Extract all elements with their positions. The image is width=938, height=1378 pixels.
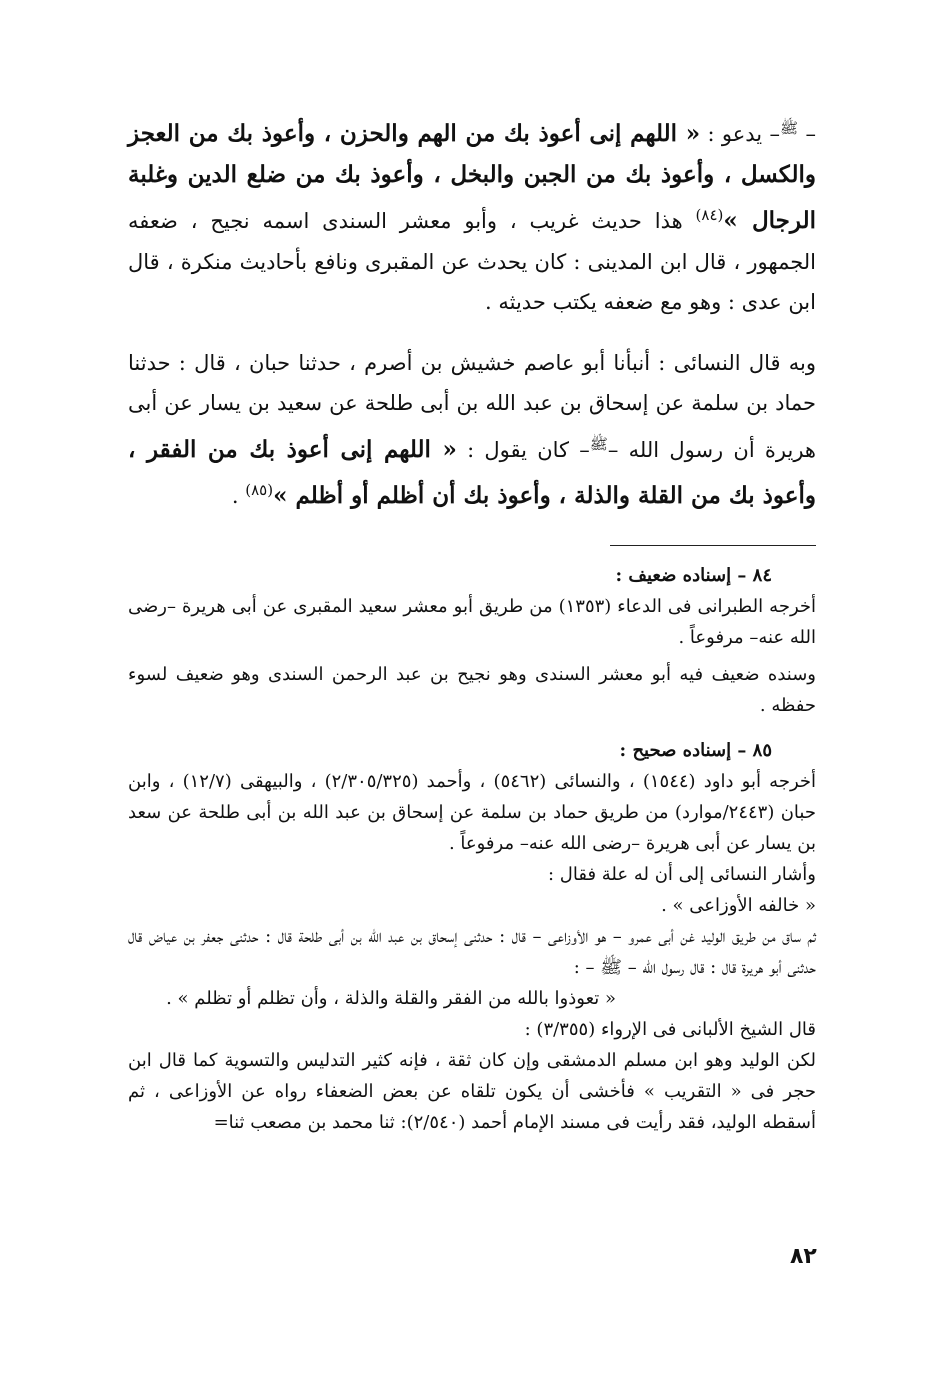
footnote-85-line: « تعوذوا بالله من الفقر والقلة والذلة ، وأن تظلم أو تظلم » . bbox=[166, 987, 616, 1009]
hadith-quote: « اللهم إنى أعوذ بك من الفقر ، وأعوذ بك من القلة والذلة ، وأعوذ بك أن أظلم أو أظلم » bbox=[128, 435, 816, 509]
page-number: ٨٢ bbox=[790, 1244, 817, 1269]
text-run: – يدعو : bbox=[700, 122, 780, 146]
page-body bbox=[128, 108, 816, 1138]
main-paragraph-1 bbox=[128, 108, 816, 323]
text-run: وبه قال النسائى : أنبأنا أبو عاصم خشيش بن أصرم ، حدثنا حبان ، قال : حدثنا حماد بن سلمة عن إسحاق بن عبد الله بن أبى طلحة عن سعيد بن يسار عن أبى هريرة أن رسول الله – bbox=[128, 350, 817, 462]
text-run: – كان يقول : bbox=[456, 437, 590, 462]
text-run: هذا حديث غريب ، وأبو معشر السندى اسمه نجيح ، ضعفه الجمهور ، قال ابن المدينى : كان يحدث عن المقبرى ونافع بأحاديث منكرة ، قال ابن عدى : وهو مع ضعفه يكتب حديثه . bbox=[128, 209, 816, 314]
text-run: – bbox=[798, 122, 816, 146]
hadith-quote: « اللهم إنى أعوذ بك من الهم والحزن ، وأعوذ بك من العجز والكسل ، وأعوذ بك من الجبن والبخل ، وأعوذ بك من ضلع الدين وغلبة الرجال » bbox=[128, 120, 816, 234]
footnote-84-line: أخرجه الطبرانى فى الدعاء (١٣٥٣) من طريق أبو معشر سعيد المقبرى عن أبى هريرة –رضى الله عنه– مرفوعاً . bbox=[128, 595, 817, 648]
footnote-85-line: وأشار النسائى إلى أن له علة فقال : bbox=[547, 863, 816, 885]
footnotes bbox=[128, 560, 816, 1138]
footnote-85-line: لكن الوليد وهو ابن مسلم الدمشقى وإن كان ثقة ، فإنه كثير التدليس والتسوية كما قال ابن حجر فى « التقريب » فأخشى أن يكون تلقاه عن بعض الضعفاء رواه عن الأوزاعى ، ثم أسقطه الوليد، فقد رأيت فى مسند الإمام أحمد (٢/٥٤٠): ثنا محمد بن مصعب ثنا= bbox=[128, 1049, 816, 1133]
footnote-ref-85: (٨٥) bbox=[245, 481, 274, 499]
footnote-divider bbox=[610, 545, 816, 546]
main-text bbox=[128, 108, 816, 517]
footnote-85-line: « خالفه الأوزاعى » . bbox=[661, 894, 816, 916]
salawat-symbol: ﷺ bbox=[779, 119, 799, 137]
footnote-ref-84: (٨٤) bbox=[695, 206, 724, 224]
text-run: . bbox=[231, 484, 246, 508]
footnote-85-line: ثم ساق من طريق الوليد غن أبى عمرو – هو الأوزاعى – قال : حدثنى إسحاق بن عبد الله بن أبى طلحة قال : حدثنى جعفر بن عياض قال حدثنى أبو هريرة قال : قال رسول الله – ﷺ – : bbox=[128, 925, 816, 978]
footnote-84-heading: ٨٤ – إسناده ضعيف : bbox=[615, 564, 772, 586]
main-paragraph-2 bbox=[128, 343, 816, 517]
footnote-84-line: وسنده ضعيف فيه أبو معشر السندى وهو نجيح بن عبد الرحمن السندى وهو ضعيف لسوء حفظه . bbox=[128, 663, 816, 716]
salawat-symbol: ﷺ bbox=[589, 434, 608, 453]
footnote-85-line: قال الشيخ الألبانى فى الإرواء (٣/٣٥٥) : bbox=[524, 1018, 816, 1040]
footnote-85-line: أخرجه أبو داود (١٥٤٤) ، والنسائى (٥٤٦٢) ، وأحمد (٢/٣٠٥/٣٢٥) ، والبيهقى (١٢/٧) ، وابن حبان (٢٤٤٣/موارد) من طريق حماد بن سلمة عن إسحاق بن عبد الله بن أبى طلحة عن سعد بن يسار عن أبى هريرة –رضى الله عنه– مرفوعاً . bbox=[128, 770, 817, 854]
footnote-85-heading: ٨٥ – إسناده صحيح : bbox=[619, 739, 772, 761]
